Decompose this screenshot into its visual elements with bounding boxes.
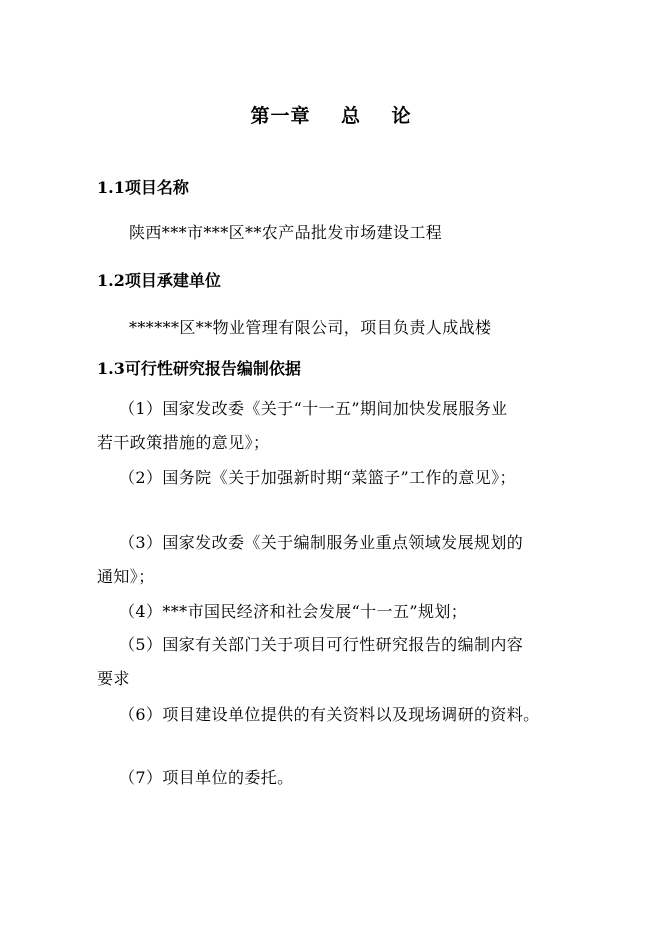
basis-item-3-line-1: （3）国家发改委《关于编制服务业重点领域发展规划的 bbox=[119, 533, 524, 552]
basis-item-3-line-2: 通知》； bbox=[97, 567, 155, 586]
basis-item-5-line-1: （5）国家有关部门关于项目可行性研究报告的编制内容 bbox=[119, 635, 524, 654]
section-heading-1-1: 1.1项目名称 bbox=[97, 178, 189, 197]
basis-item-1-line-2: 若干政策措施的意见》； bbox=[97, 433, 270, 452]
basis-item-6-line-1: （6）项目建设单位提供的有关资料以及现场调研的资料。 bbox=[119, 705, 540, 724]
chapter-title: 第一章 总 论 bbox=[250, 105, 412, 127]
basis-item-7-line-1: （7）项目单位的委托。 bbox=[119, 768, 294, 787]
contractor-text: ******区**物业管理有限公司，项目负责人成战楼 bbox=[129, 318, 492, 337]
section-heading-1-3: 1.3可行性研究报告编制依据 bbox=[97, 359, 301, 378]
section-heading-1-2: 1.2项目承建单位 bbox=[97, 271, 221, 290]
basis-item-2-line-1: （2）国务院《关于加强新时期“菜篮子”工作的意见》； bbox=[119, 468, 516, 487]
basis-item-5-line-2: 要求 bbox=[97, 669, 130, 688]
project-name-text: 陕西***市***区**农产品批发市场建设工程 bbox=[129, 223, 443, 242]
basis-item-1-line-1: （1）国家发改委《关于“十一五”期间加快发展服务业 bbox=[119, 399, 508, 418]
basis-item-4-line-1: （4）***市国民经济和社会发展“十一五”规划； bbox=[119, 602, 468, 621]
